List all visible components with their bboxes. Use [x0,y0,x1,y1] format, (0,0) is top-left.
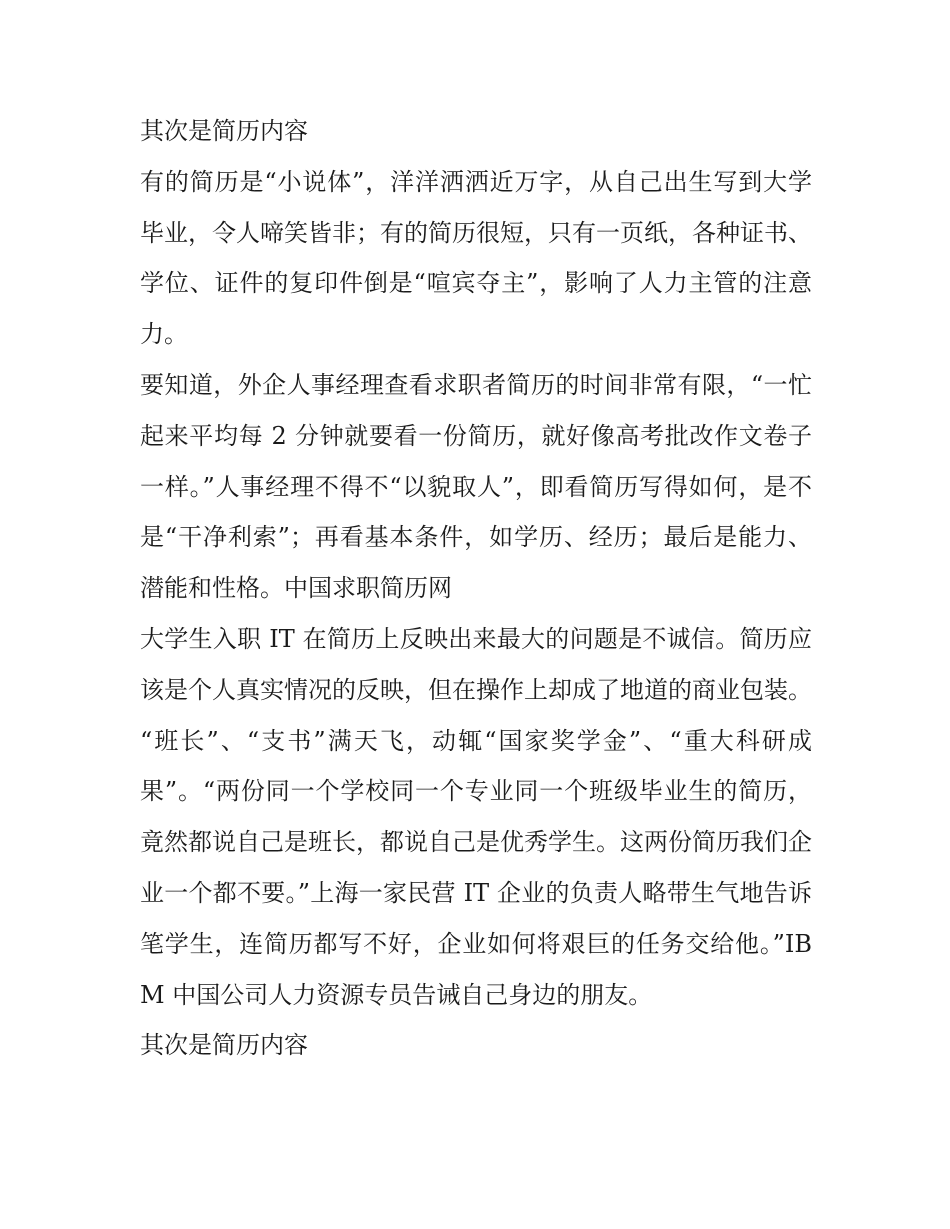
paragraph-heading: 其次是简历内容 [140,117,308,145]
paragraph-novel-style-resume: 有的简历是“小说体”，洋洋洒洒近万字，从自己出生写到大学毕业，令人啼笑皆非；有的简历很短，只有一页纸，各种证书、学位、证件的复印件倒是“喧宾夺主”，影响了人力主管的注意力。 [140,167,812,349]
paragraph-class-monitor-examples: “班长”、“支书”满天飞，动辄“国家奖学金”、“重大科研成果”。“两份同一个学校同一个专业同一个班级毕业生的简历，竟然都说自己是班长，都说自己是优秀学生。这两份简历我们企业一个都不要。”上海一家民营 IT 企业的负责人略带生气地告诉笔学生，连简历都写不好，企业如何将艰巨的任务交给他。”IBM 中国公司人力资源专员告诫自己身边的朋友。 [140,726,812,1009]
paragraph-closing-heading: 其次是简历内容 [140,1031,308,1060]
paragraph-dishonesty-issue: 大学生入职 IT 在简历上反映出来最大的问题是不诚信。简历应该是个人真实情况的反映，但在操作上却成了地道的商业包装。 [140,624,812,704]
document-body [140,106,812,1071]
paragraph-hr-manager-review: 要知道，外企人事经理查看求职者简历的时间非常有限，“一忙起来平均每 2 分钟就要看一份简历，就好像高考批改作文卷子一样。”人事经理不得不“以貌取人”，即看简历写得如何，是不是“干净利索”；再看基本条件，如学历、经历；最后是能力、潜能和性格。中国求职简历网 [140,370,812,603]
